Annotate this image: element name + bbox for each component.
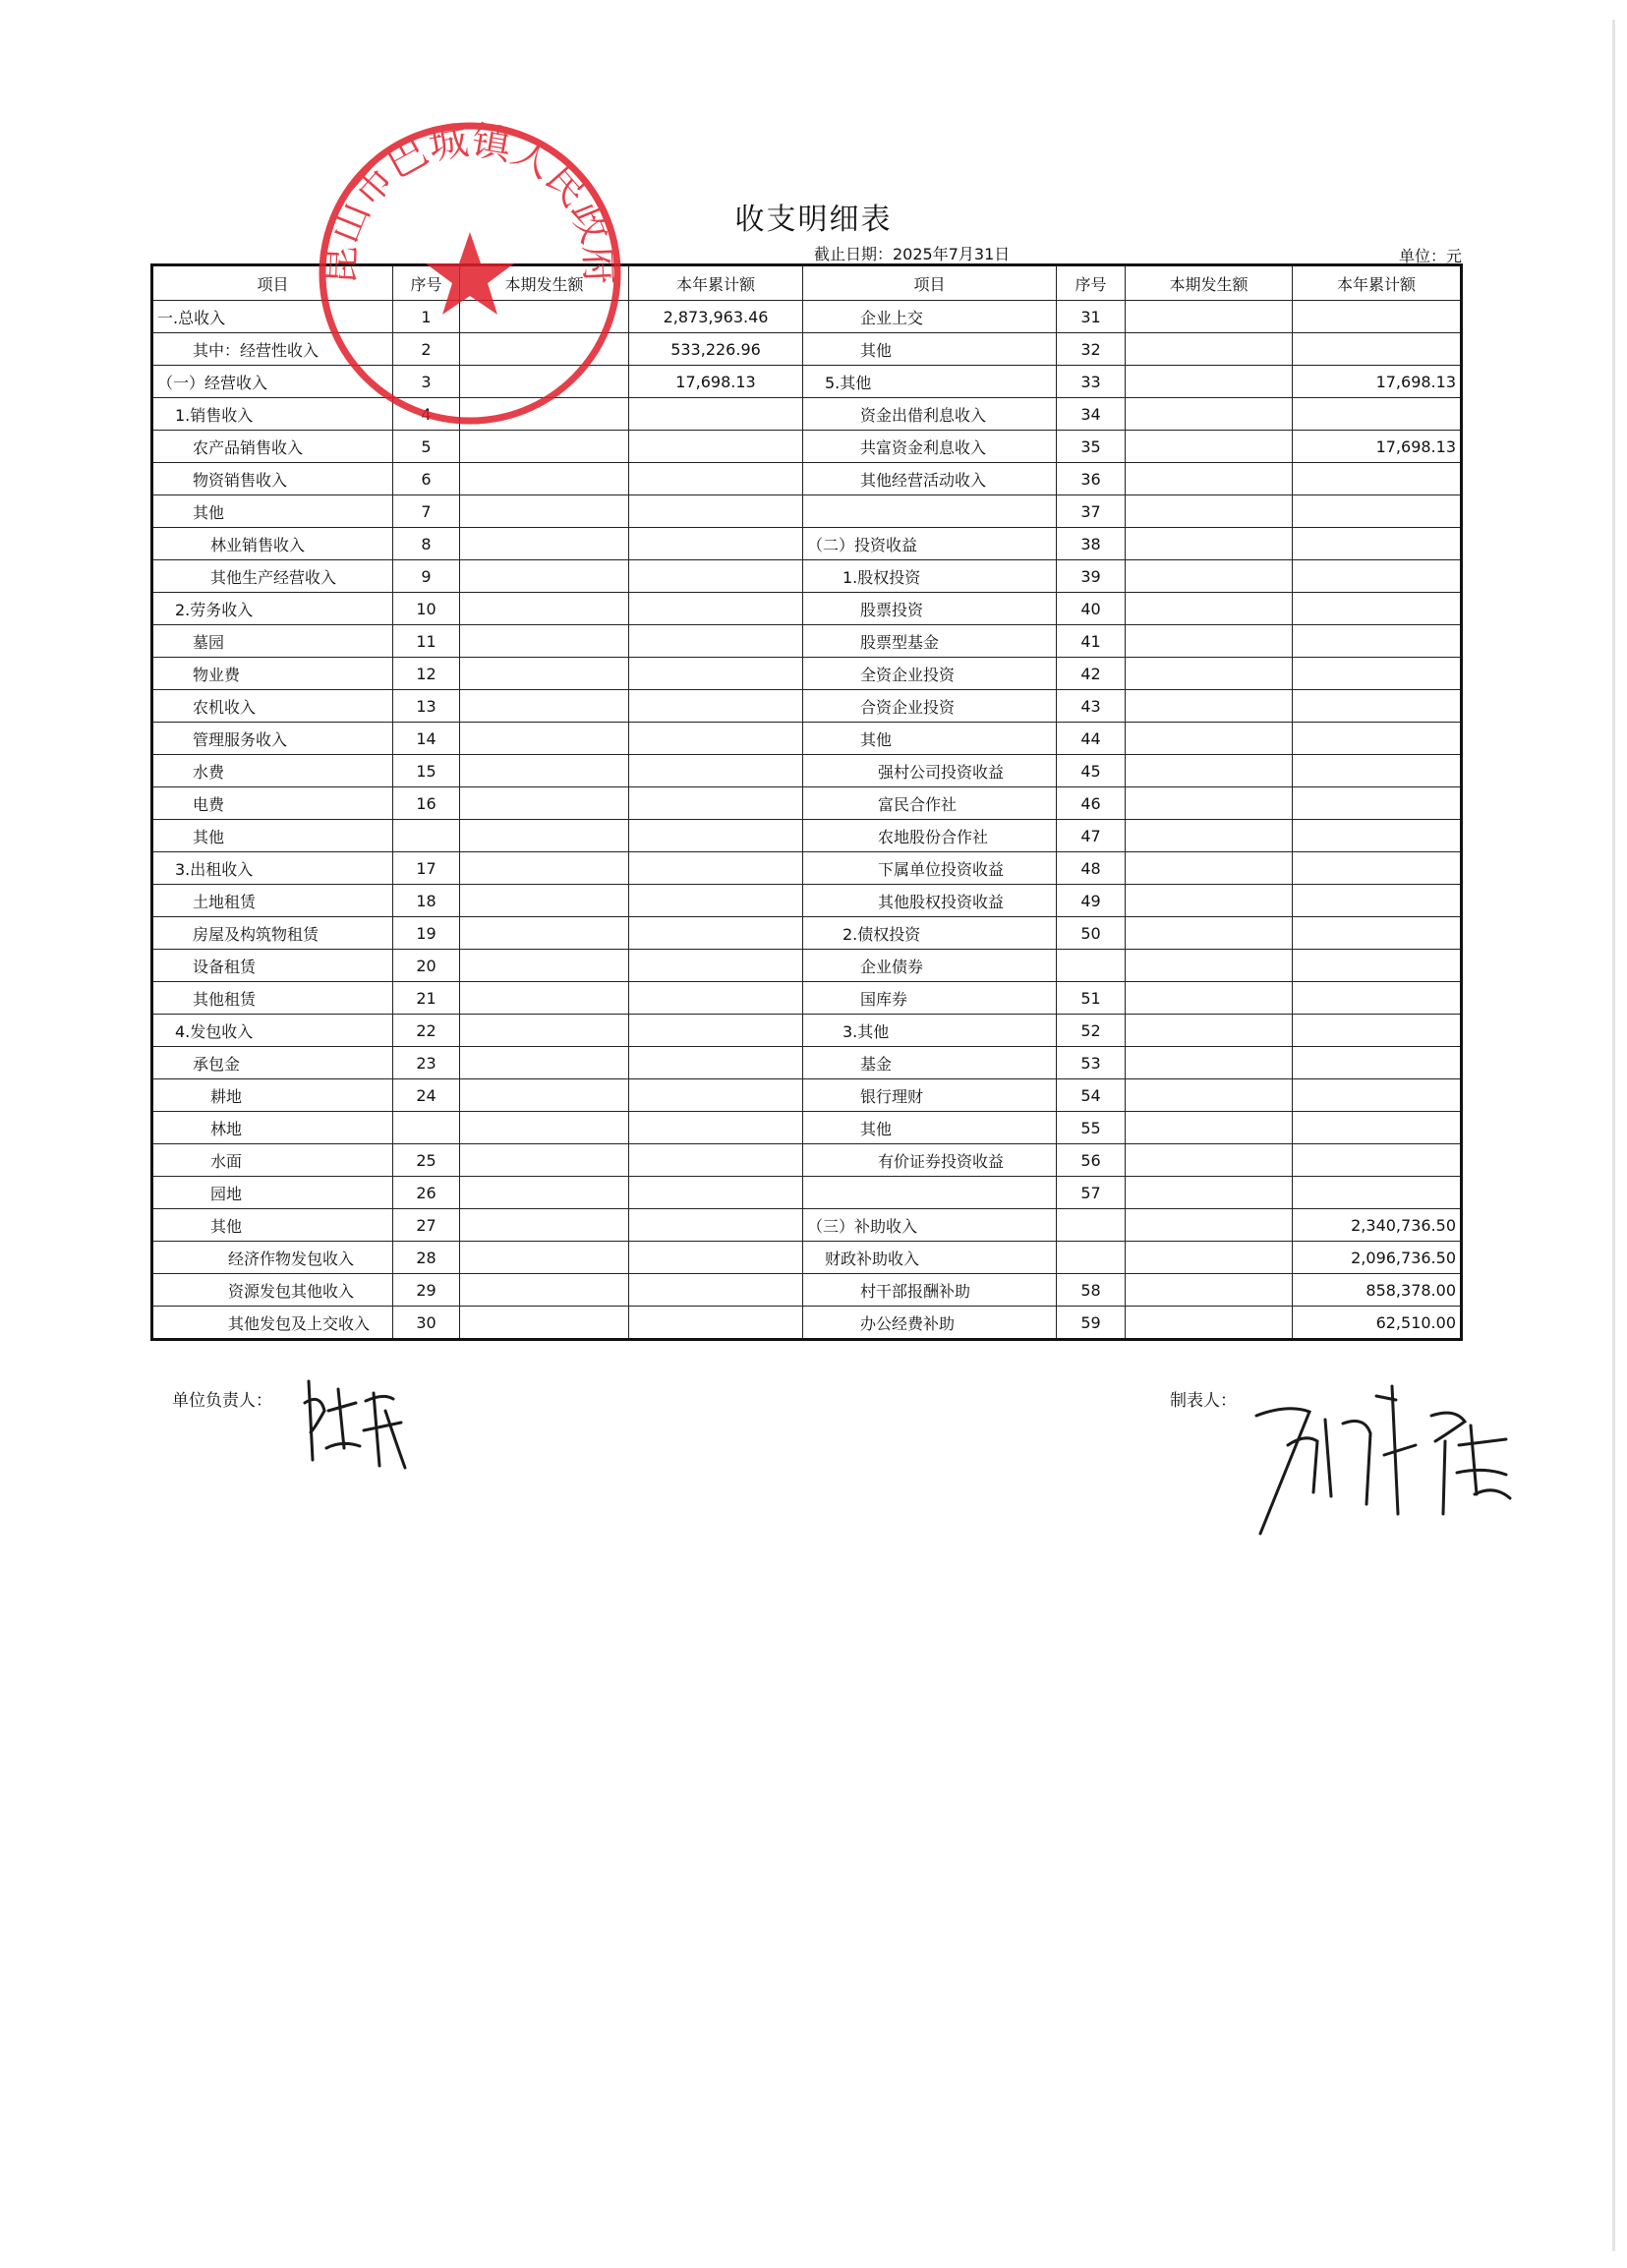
row-seq-left [393,820,460,852]
table-body [152,301,1462,1340]
row-ytd-left [629,431,803,463]
row-item-left: 物资销售收入 [152,463,393,495]
row-item-right: 资金出借利息收入 [803,398,1057,431]
table-row [152,950,1462,982]
row-item-right: 强村公司投资收益 [803,755,1057,787]
row-ytd-right [1293,463,1462,495]
row-item-right: 其他股权投资收益 [803,885,1057,917]
table-row [152,723,1462,755]
row-seq-left: 20 [393,950,460,982]
row-seq-right [1057,1209,1126,1242]
row-ytd-left [629,690,803,723]
row-current-left [460,1177,629,1209]
row-seq-right: 34 [1057,398,1126,431]
row-item-left: 水费 [152,755,393,787]
row-seq-right: 48 [1057,852,1126,885]
table-row [152,1144,1462,1177]
row-item-right: 3.其他 [803,1015,1057,1047]
row-ytd-right [1293,755,1462,787]
row-current-right [1126,917,1293,950]
row-ytd-left [629,398,803,431]
row-item-left: （一）经营收入 [152,366,393,398]
row-seq-left: 25 [393,1144,460,1177]
row-seq-left: 2 [393,333,460,366]
row-ytd-right [1293,560,1462,593]
row-seq-left: 29 [393,1274,460,1307]
row-current-right [1126,398,1293,431]
row-seq-right: 47 [1057,820,1126,852]
row-item-left: 其他 [152,495,393,528]
row-item-left: 其他发包及上交收入 [152,1307,393,1340]
row-current-left [460,560,629,593]
header-seq-right: 序号 [1057,265,1126,301]
row-seq-left: 30 [393,1307,460,1340]
unit-head-label: 单位负责人： [172,1391,272,1411]
row-current-left [460,787,629,820]
row-seq-right: 37 [1057,495,1126,528]
row-ytd-left [629,528,803,560]
row-current-right [1126,820,1293,852]
row-item-left: 农产品销售收入 [152,431,393,463]
row-item-left: 耕地 [152,1079,393,1112]
row-seq-left: 17 [393,852,460,885]
row-current-right [1126,690,1293,723]
row-ytd-right [1293,658,1462,690]
row-ytd-right [1293,495,1462,528]
row-ytd-left: 533,226.96 [629,333,803,366]
row-current-right [1126,366,1293,398]
row-current-right [1126,593,1293,625]
row-seq-right: 43 [1057,690,1126,723]
row-seq-right: 50 [1057,917,1126,950]
row-current-left [460,982,629,1015]
row-item-right: 股票型基金 [803,625,1057,658]
row-ytd-right [1293,301,1462,333]
row-ytd-left [629,950,803,982]
row-current-right [1126,885,1293,917]
row-current-right [1126,1079,1293,1112]
row-seq-right: 44 [1057,723,1126,755]
header-item-left: 项目 [152,265,393,301]
row-seq-left: 5 [393,431,460,463]
row-item-right: 财政补助收入 [803,1242,1057,1274]
row-ytd-right [1293,1047,1462,1079]
row-current-left [460,463,629,495]
table-row [152,528,1462,560]
row-ytd-left [629,1112,803,1144]
table-row [152,560,1462,593]
row-ytd-left: 17,698.13 [629,366,803,398]
row-current-right [1126,333,1293,366]
row-ytd-left [629,495,803,528]
row-seq-left: 4 [393,398,460,431]
table-row [152,1047,1462,1079]
row-seq-left: 21 [393,982,460,1015]
row-ytd-left [629,463,803,495]
row-item-right: （三）补助收入 [803,1209,1057,1242]
row-ytd-left [629,1047,803,1079]
row-item-right: 其他 [803,1112,1057,1144]
row-seq-right: 31 [1057,301,1126,333]
table-row [152,1177,1462,1209]
row-current-right [1126,431,1293,463]
row-current-right [1126,1015,1293,1047]
row-current-right [1126,1274,1293,1307]
row-current-right [1126,1112,1293,1144]
row-ytd-right [1293,593,1462,625]
preparer-signature [1249,1376,1514,1543]
row-item-left: 其他租赁 [152,982,393,1015]
row-item-right: 5.其他 [803,366,1057,398]
row-ytd-left [629,593,803,625]
row-ytd-right [1293,1177,1462,1209]
row-current-left [460,950,629,982]
row-seq-right: 51 [1057,982,1126,1015]
table-row [152,1209,1462,1242]
row-item-left: 经济作物发包收入 [152,1242,393,1274]
row-seq-left: 6 [393,463,460,495]
row-current-left [460,690,629,723]
row-ytd-right [1293,528,1462,560]
row-current-right [1126,852,1293,885]
row-item-left: 水面 [152,1144,393,1177]
row-ytd-right [1293,950,1462,982]
header-current-left: 本期发生额 [460,265,629,301]
row-current-left [460,1112,629,1144]
row-item-left: 农机收入 [152,690,393,723]
row-seq-left: 7 [393,495,460,528]
row-ytd-left [629,560,803,593]
table-row [152,593,1462,625]
row-ytd-left [629,1307,803,1340]
row-seq-right: 54 [1057,1079,1126,1112]
table-row [152,1112,1462,1144]
row-current-left [460,1242,629,1274]
row-seq-right: 33 [1057,366,1126,398]
row-current-left [460,1047,629,1079]
row-current-left [460,820,629,852]
row-seq-left: 18 [393,885,460,917]
row-ytd-left [629,658,803,690]
row-seq-right: 49 [1057,885,1126,917]
row-current-left [460,1274,629,1307]
row-seq-right: 55 [1057,1112,1126,1144]
row-current-left [460,755,629,787]
row-current-left [460,625,629,658]
row-ytd-left [629,1274,803,1307]
row-current-right [1126,723,1293,755]
row-seq-right: 45 [1057,755,1126,787]
table-row [152,1015,1462,1047]
row-seq-left: 15 [393,755,460,787]
row-current-left [460,917,629,950]
row-current-right [1126,950,1293,982]
row-item-right: 银行理财 [803,1079,1057,1112]
row-item-left: 其他 [152,820,393,852]
row-current-right [1126,787,1293,820]
unit-head-signature [295,1371,413,1480]
row-ytd-left [629,1079,803,1112]
row-ytd-left [629,1209,803,1242]
row-seq-right: 35 [1057,431,1126,463]
row-ytd-left [629,1015,803,1047]
row-ytd-left [629,1144,803,1177]
row-seq-left: 26 [393,1177,460,1209]
row-ytd-right: 2,340,736.50 [1293,1209,1462,1242]
row-item-right: 下属单位投资收益 [803,852,1057,885]
row-seq-left: 10 [393,593,460,625]
row-current-right [1126,1144,1293,1177]
row-current-right [1126,625,1293,658]
row-seq-right: 39 [1057,560,1126,593]
table-row [152,1307,1462,1340]
row-ytd-right [1293,1079,1462,1112]
row-ytd-right [1293,1015,1462,1047]
row-item-right: 共富资金利息收入 [803,431,1057,463]
row-item-left: 3.出租收入 [152,852,393,885]
table-row [152,755,1462,787]
row-seq-left [393,1112,460,1144]
row-ytd-right [1293,398,1462,431]
row-ytd-right [1293,852,1462,885]
table-row [152,431,1462,463]
row-ytd-left [629,787,803,820]
row-current-left [460,593,629,625]
row-ytd-left [629,982,803,1015]
row-current-right [1126,658,1293,690]
row-item-left: 电费 [152,787,393,820]
row-item-right: 富民合作社 [803,787,1057,820]
row-item-right: 有价证券投资收益 [803,1144,1057,1177]
header-item-right: 项目 [803,265,1057,301]
row-seq-left: 11 [393,625,460,658]
row-ytd-right: 17,698.13 [1293,431,1462,463]
row-current-right [1126,1307,1293,1340]
row-seq-right: 58 [1057,1274,1126,1307]
row-item-left: 1.销售收入 [152,398,393,431]
row-item-left: 林地 [152,1112,393,1144]
row-item-left: 资源发包其他收入 [152,1274,393,1307]
row-ytd-right [1293,1144,1462,1177]
table-row [152,625,1462,658]
row-current-left [460,658,629,690]
row-ytd-left [629,755,803,787]
row-ytd-left: 2,873,963.46 [629,301,803,333]
row-item-right: 国库券 [803,982,1057,1015]
row-seq-left: 19 [393,917,460,950]
row-item-right: 其他经营活动收入 [803,463,1057,495]
row-item-right: 1.股权投资 [803,560,1057,593]
row-seq-right: 36 [1057,463,1126,495]
row-item-right: 股票投资 [803,593,1057,625]
row-ytd-left [629,1242,803,1274]
row-item-right: 全资企业投资 [803,658,1057,690]
preparer-label: 制表人： [1170,1391,1237,1411]
row-item-right: 合资企业投资 [803,690,1057,723]
row-seq-left: 9 [393,560,460,593]
row-ytd-right: 62,510.00 [1293,1307,1462,1340]
row-seq-left: 27 [393,1209,460,1242]
row-item-left: 墓园 [152,625,393,658]
row-current-right [1126,1242,1293,1274]
row-seq-left: 1 [393,301,460,333]
table-row [152,820,1462,852]
row-current-left [460,1209,629,1242]
row-item-right: 办公经费补助 [803,1307,1057,1340]
row-ytd-right [1293,690,1462,723]
row-seq-right: 57 [1057,1177,1126,1209]
table-row [152,463,1462,495]
row-item-left: 其他生产经营收入 [152,560,393,593]
header-current-right: 本期发生额 [1126,265,1293,301]
table-row [152,1274,1462,1307]
row-seq-left: 14 [393,723,460,755]
table-row [152,787,1462,820]
table-row [152,982,1462,1015]
row-current-right [1126,560,1293,593]
row-ytd-left [629,1177,803,1209]
row-seq-right: 53 [1057,1047,1126,1079]
row-ytd-right [1293,625,1462,658]
row-current-right [1126,755,1293,787]
row-seq-right: 52 [1057,1015,1126,1047]
row-ytd-right: 2,096,736.50 [1293,1242,1462,1274]
row-seq-left: 3 [393,366,460,398]
row-current-left [460,885,629,917]
row-ytd-right [1293,917,1462,950]
row-seq-right: 41 [1057,625,1126,658]
table-row [152,495,1462,528]
row-seq-left: 8 [393,528,460,560]
header-ytd-left: 本年累计额 [629,265,803,301]
unit-label: 单位：元 [1398,247,1462,265]
table-row [152,852,1462,885]
row-ytd-right [1293,982,1462,1015]
row-current-right [1126,463,1293,495]
row-seq-right: 56 [1057,1144,1126,1177]
row-seq-right: 38 [1057,528,1126,560]
table-row [152,885,1462,917]
row-ytd-right [1293,723,1462,755]
row-current-right [1126,982,1293,1015]
row-current-left [460,1079,629,1112]
row-seq-left: 22 [393,1015,460,1047]
row-item-right: 企业债券 [803,950,1057,982]
row-ytd-left [629,723,803,755]
row-ytd-right: 858,378.00 [1293,1274,1462,1307]
table-row [152,917,1462,950]
row-ytd-right [1293,1112,1462,1144]
row-seq-right: 46 [1057,787,1126,820]
row-current-left [460,1015,629,1047]
row-current-left [460,852,629,885]
row-item-left: 2.劳务收入 [152,593,393,625]
row-ytd-right [1293,333,1462,366]
row-ytd-left [629,625,803,658]
official-seal-stamp [313,116,627,431]
row-item-right: （二）投资收益 [803,528,1057,560]
row-item-left: 物业费 [152,658,393,690]
row-seq-right: 59 [1057,1307,1126,1340]
row-seq-left: 23 [393,1047,460,1079]
row-ytd-right: 17,698.13 [1293,366,1462,398]
svg-text:昆山市巴城镇人民政府: 昆山市巴城镇人民政府 [318,118,622,286]
row-item-right [803,1177,1057,1209]
row-item-left: 设备租赁 [152,950,393,982]
row-seq-right [1057,1242,1126,1274]
header-ytd-right: 本年累计额 [1293,265,1462,301]
row-item-left: 其中：经营性收入 [152,333,393,366]
row-seq-left: 28 [393,1242,460,1274]
row-seq-left: 24 [393,1079,460,1112]
row-current-right [1126,1047,1293,1079]
row-item-left: 其他 [152,1209,393,1242]
row-current-right [1126,1177,1293,1209]
row-seq-left: 12 [393,658,460,690]
row-current-left [460,1144,629,1177]
row-item-left: 林业销售收入 [152,528,393,560]
row-current-right [1126,495,1293,528]
table-row [152,1242,1462,1274]
cutoff-date: 截止日期：2025年7月31日 [814,245,1011,263]
row-current-right [1126,528,1293,560]
row-seq-right [1057,950,1126,982]
row-current-left [460,723,629,755]
row-item-left: 4.发包收入 [152,1015,393,1047]
row-item-left: 一.总收入 [152,301,393,333]
row-seq-right: 32 [1057,333,1126,366]
row-item-right: 企业上交 [803,301,1057,333]
row-item-left: 承包金 [152,1047,393,1079]
row-item-right: 其他 [803,333,1057,366]
row-ytd-left [629,917,803,950]
row-seq-right: 40 [1057,593,1126,625]
row-item-left: 管理服务收入 [152,723,393,755]
row-item-left: 土地租赁 [152,885,393,917]
row-item-left: 园地 [152,1177,393,1209]
row-seq-left: 16 [393,787,460,820]
row-seq-right: 42 [1057,658,1126,690]
table-row [152,1079,1462,1112]
table-row [152,690,1462,723]
row-item-right: 其他 [803,723,1057,755]
row-ytd-right [1293,820,1462,852]
row-ytd-right [1293,885,1462,917]
row-current-left [460,528,629,560]
row-item-right: 村干部报酬补助 [803,1274,1057,1307]
row-current-left [460,431,629,463]
scan-edge [1612,20,1615,2251]
report-title: 收支明细表 [734,203,893,237]
row-item-left: 房屋及构筑物租赁 [152,917,393,950]
row-ytd-left [629,885,803,917]
row-ytd-left [629,820,803,852]
row-current-left [460,1307,629,1340]
row-item-right [803,495,1057,528]
table-row [152,658,1462,690]
row-ytd-right [1293,787,1462,820]
row-seq-left: 13 [393,690,460,723]
header-seq-left: 序号 [393,265,460,301]
row-ytd-left [629,852,803,885]
row-current-left [460,495,629,528]
row-item-right: 2.债权投资 [803,917,1057,950]
row-current-right [1126,1209,1293,1242]
row-item-right: 农地股份合作社 [803,820,1057,852]
row-item-right: 基金 [803,1047,1057,1079]
row-current-right [1126,301,1293,333]
